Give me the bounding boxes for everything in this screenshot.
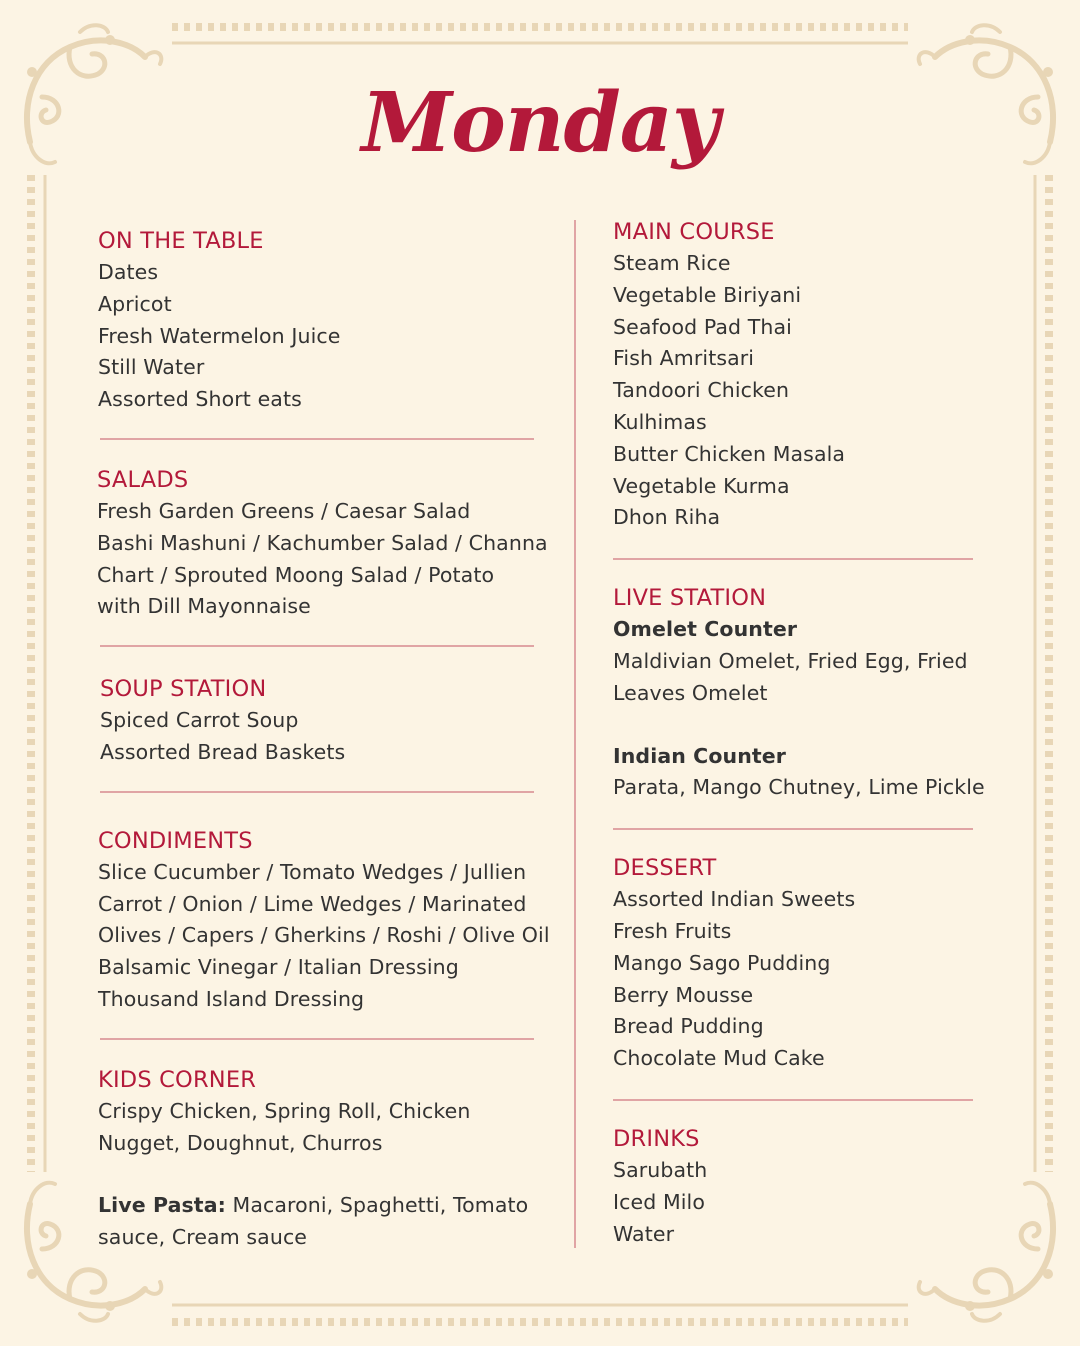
menu-item: Thousand Island Dressing	[98, 986, 365, 1011]
menu-item: Fresh Fruits	[613, 918, 732, 943]
section-title: ON THE TABLE	[98, 228, 264, 254]
left-column	[97, 225, 567, 1254]
menu-item: Sarubath	[613, 1157, 708, 1182]
menu-item: Assorted Bread Baskets	[100, 739, 346, 764]
section-title: SOUP STATION	[100, 676, 267, 703]
menu-item: Parata, Mango Chutney, Lime Pickle	[613, 775, 985, 800]
menu-item: sauce, Cream sauce	[98, 1225, 308, 1250]
menu-item: Bashi Mashuni / Kachumber Salad / Channa	[97, 530, 548, 555]
section-divider	[613, 558, 973, 560]
section-on-the-table	[97, 225, 567, 416]
menu-item: Butter Chicken Masala	[613, 441, 846, 466]
menu-item: Apricot	[98, 291, 172, 316]
menu-item: Iced Milo	[613, 1189, 705, 1214]
menu-item: Still Water	[98, 355, 205, 380]
menu-item: Crispy Chicken, Spring Roll, Chicken	[98, 1098, 471, 1123]
live-pasta-line	[98, 1190, 567, 1222]
menu-item: Assorted Short eats	[98, 387, 302, 412]
section-divider	[100, 438, 534, 440]
indian-counter-title: Indian Counter	[613, 743, 787, 768]
menu-item: Kulhimas	[613, 409, 707, 434]
menu-item: Tandoori Chicken	[613, 378, 790, 403]
section-main-course	[613, 216, 1033, 534]
section-divider	[100, 1038, 534, 1040]
menu-item: Chocolate Mud Cake	[613, 1046, 825, 1071]
section-title: DRINKS	[613, 1125, 700, 1152]
column-divider	[574, 220, 576, 1248]
section-kids-corner	[97, 1064, 567, 1254]
section-divider	[613, 828, 973, 830]
menu-item: Carrot / Onion / Lime Wedges / Marinated	[98, 891, 527, 916]
right-column	[613, 216, 1033, 1250]
section-dessert	[613, 852, 1033, 1075]
section-divider	[100, 645, 534, 647]
section-salads	[97, 464, 567, 623]
menu-item: Nugget, Doughnut, Churros	[98, 1130, 383, 1155]
menu-item: Spiced Carrot Soup	[100, 708, 299, 733]
menu-item: with Dill Mayonnaise	[97, 594, 311, 619]
omelet-counter-title: Omelet Counter	[613, 617, 798, 642]
menu-item: Balsamic Vinegar / Italian Dressing	[98, 955, 459, 980]
page-title: Monday	[361, 75, 719, 171]
menu-item: Leaves Omelet	[613, 680, 768, 705]
menu-item: Assorted Indian Sweets	[613, 887, 856, 912]
menu-item: Seafood Pad Thai	[613, 314, 792, 339]
menu-item: Water	[613, 1221, 675, 1246]
menu-item: Bread Pudding	[613, 1014, 764, 1039]
section-title: SALADS	[97, 466, 189, 493]
menu-item: Vegetable Kurma	[613, 473, 790, 498]
section-condiments	[97, 825, 567, 1016]
section-soup-station	[97, 673, 567, 769]
section-title: MAIN COURSE	[613, 219, 775, 245]
section-drinks	[613, 1123, 1033, 1250]
menu-item: Maldivian Omelet, Fried Egg, Fried	[613, 648, 968, 673]
menu-item: Fresh Watermelon Juice	[98, 323, 341, 348]
menu-item: Steam Rice	[613, 251, 731, 275]
live-pasta-items: Macaroni, Spaghetti, Tomato	[225, 1193, 529, 1218]
menu-item: Berry Mousse	[613, 982, 754, 1007]
menu-item: Vegetable Biriyani	[613, 282, 802, 307]
live-pasta-label: Live Pasta:	[98, 1193, 226, 1218]
section-title: DESSERT	[613, 855, 717, 882]
menu-item: Mango Sago Pudding	[613, 950, 831, 975]
section-divider	[613, 1099, 973, 1101]
section-title: CONDIMENTS	[98, 827, 253, 854]
section-title: LIVE STATION	[613, 585, 767, 612]
menu-item: Fish Amritsari	[613, 346, 755, 371]
menu-item: Chart / Sprouted Moong Salad / Potato	[97, 562, 495, 587]
menu-item: Fresh Garden Greens / Caesar Salad	[97, 498, 471, 523]
section-live-station	[613, 582, 1033, 804]
menu-item: Dates	[98, 260, 159, 284]
section-divider	[100, 791, 534, 793]
menu-item: Slice Cucumber / Tomato Wedges / Jullien	[98, 859, 527, 884]
menu-item: Dhon Riha	[613, 505, 721, 530]
section-title: KIDS CORNER	[98, 1066, 257, 1093]
menu-item: Olives / Capers / Gherkins / Roshi / Olive Oil	[98, 923, 550, 948]
